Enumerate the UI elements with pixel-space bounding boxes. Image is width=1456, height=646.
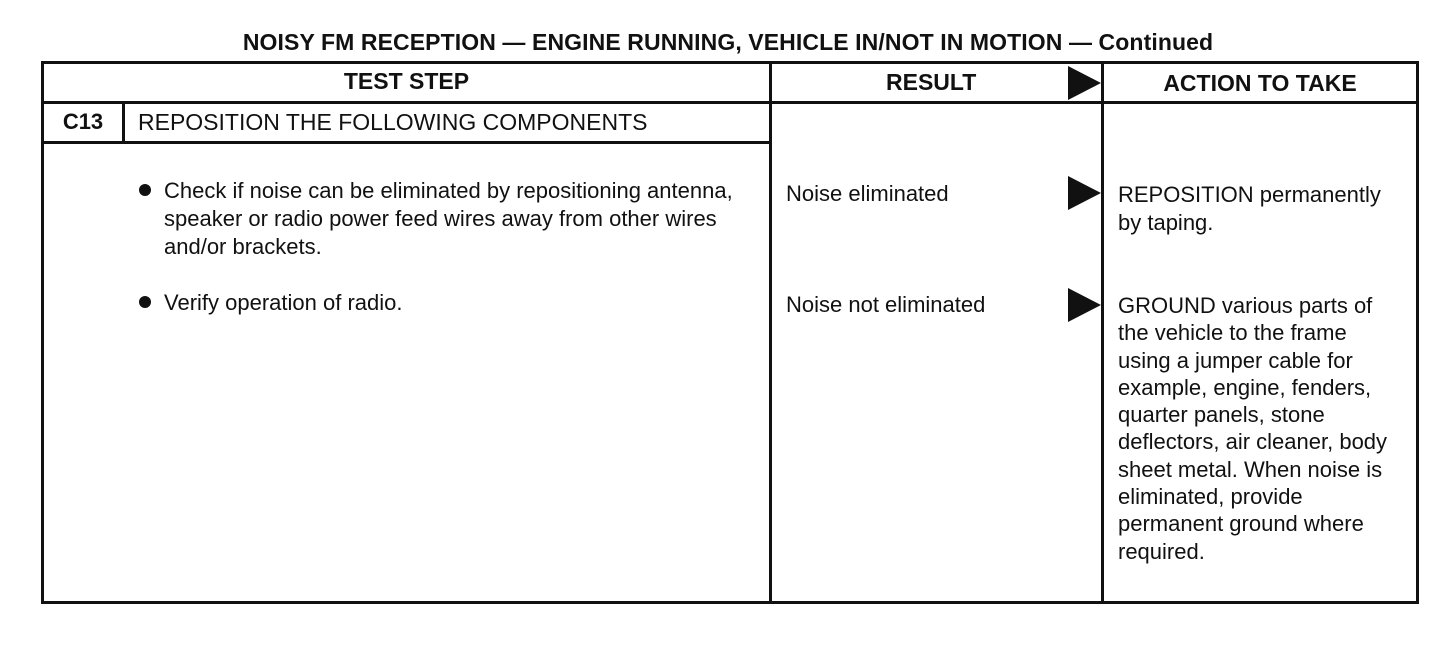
- action-2: GROUND various parts of the vehicle to the frame using a jumper cable for example, engine, fenders, quarter panels, stone deflectors, air cleaner, body sheet metal. When noise is eliminated, provide permanent ground where required.: [1118, 293, 1388, 564]
- step-bullet-2: Verify operation of radio.: [164, 290, 403, 315]
- column-divider-action: [1101, 61, 1104, 601]
- step-heading: REPOSITION THE FOLLOWING COMPONENTS: [138, 109, 648, 135]
- step-heading-underline: [41, 141, 772, 144]
- step-id: C13: [62, 109, 104, 134]
- arrow-right-icon: [1068, 288, 1101, 322]
- result-1: Noise eliminated: [786, 181, 949, 206]
- arrow-right-icon: [1068, 66, 1101, 100]
- header-action: ACTION TO TAKE: [1163, 70, 1357, 96]
- page-title: NOISY FM RECEPTION — ENGINE RUNNING, VEHICLE IN/NOT IN MOTION — Continued: [242, 29, 1214, 55]
- bullet-icon: [139, 184, 151, 196]
- bullet-icon: [139, 296, 151, 308]
- header-test-step: TEST STEP: [343, 68, 470, 94]
- arrow-right-icon: [1068, 176, 1101, 210]
- step-bullet-1: Check if noise can be eliminated by repositioning antenna, speaker or radio power feed wires away from other wires and/or brackets.: [164, 178, 733, 259]
- header-result: RESULT: [886, 69, 977, 95]
- header-divider: [41, 101, 1419, 104]
- step-id-divider: [122, 101, 125, 143]
- result-2: Noise not eliminated: [786, 292, 986, 317]
- action-1: REPOSITION permanently by taping.: [1118, 182, 1381, 235]
